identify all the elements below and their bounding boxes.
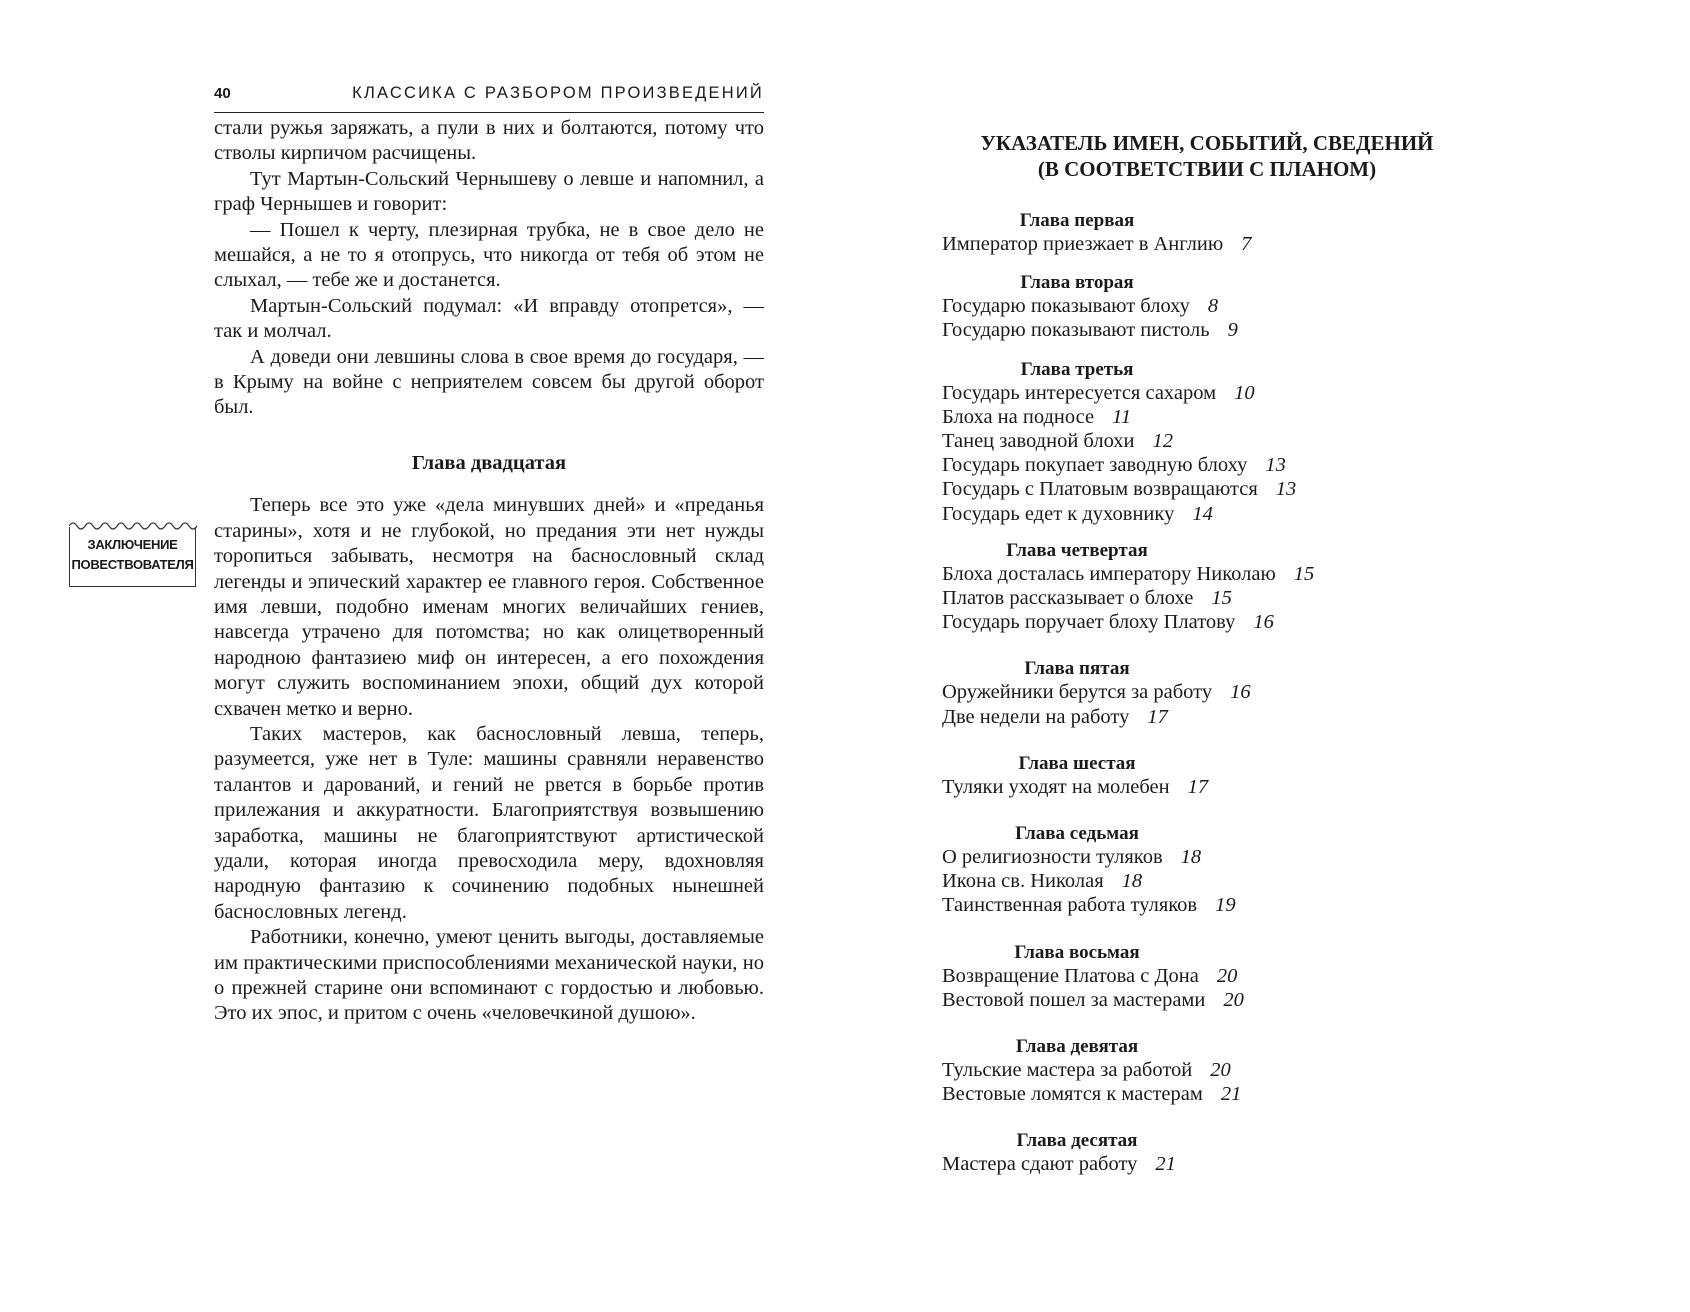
entry-page: 13 (1275, 478, 1297, 501)
margin-note-line2: ПОВЕСТВОВАТЕЛЯ (71, 557, 194, 572)
index-entry (942, 680, 1502, 704)
entry-text: Возвращение Платова с Дона (942, 964, 1199, 987)
index-chapter (942, 359, 1502, 526)
index-chapter (942, 658, 1502, 728)
index-entry (942, 477, 1502, 501)
entry-page: 11 (1112, 405, 1132, 428)
entry-page: 9 (1227, 319, 1238, 342)
index-entry (942, 232, 1502, 256)
index-entry (942, 318, 1502, 342)
index-entry (942, 294, 1502, 318)
index-title-line2: (В СООТВЕТСТВИИ С ПЛАНОМ) (1037, 157, 1377, 181)
entry-text: Туляки уходят на молебен (942, 775, 1170, 798)
index-chapter (942, 823, 1502, 918)
paragraph: Работники, конечно, умеют ценить выгоды, доставляемые им практическими приспособлениями механической науки, но о прежней старине они вспоминают с гордостью и любовью. Это их эпос, и притом с очень «человечкиной душою». (214, 926, 764, 1025)
right-page (942, 130, 1502, 1177)
chapter-heading: Глава десятая (1016, 1130, 1138, 1152)
index-chapter (942, 1036, 1502, 1106)
index-chapter (942, 1130, 1502, 1176)
chapter-heading: Глава четвертая (1006, 539, 1148, 561)
paragraph: Теперь все это уже «дела минувших дней» и «преданья старины», хотя и не глубокой, но предания эти нет нужды торопиться забывать, несмотря на баснословный склад легенды и эпический характер ее главного героя. Собственное имя левши, подобно именам многих величайших гениев, навсегда утрачено для потомства; но как олицетворенный народною фантазиею миф он интересен, а его похождения могут служить воспоминанием эпохи, общий дух которой схвачен метко и верно. (214, 494, 764, 720)
entry-page: 15 (1211, 587, 1232, 610)
chapter-heading: Глава восьмая (1014, 941, 1140, 963)
entry-page: 17 (1147, 705, 1168, 728)
left-page (214, 84, 764, 1027)
index-entry (942, 988, 1502, 1012)
index-entry (942, 610, 1502, 634)
index-entry (942, 453, 1502, 477)
entry-text: Танец заводной блохи (942, 430, 1135, 453)
index-title-line1: УКАЗАТЕЛЬ ИМЕН, СОБЫТИЙ, СВЕДЕНИЙ (980, 131, 1434, 155)
index-entry (942, 586, 1502, 610)
index-entry (942, 1082, 1502, 1106)
chapter-heading: Глава третья (1020, 358, 1134, 380)
entry-text: Блоха на подносе (942, 405, 1095, 428)
paragraph: Мартын-Сольский подумал: «И вправду отопрется», — так и молчал. (214, 294, 764, 343)
entry-page: 18 (1180, 846, 1202, 869)
margin-note-line1: ЗАКЛЮЧЕНИЕ (87, 537, 178, 552)
index-entry (942, 562, 1502, 586)
chapter-heading: Глава первая (1019, 210, 1135, 231)
index-entry (942, 775, 1502, 799)
page-number: 40 (214, 85, 231, 102)
entry-page: 12 (1152, 430, 1174, 453)
paragraph: А доведи они левшины слова в свое время до государя, — в Крыму на войне с неприятелем совсем бы другой оборот был. (214, 345, 764, 419)
index-entry (942, 893, 1502, 917)
index-entry (942, 381, 1502, 405)
chapter-title: Глава двадцатая (411, 451, 567, 474)
entry-page: 19 (1215, 894, 1236, 917)
entry-text: Тульские мастера за работой (942, 1059, 1193, 1082)
body-text (214, 116, 764, 1027)
entry-text: Вестовые ломятся к мастерам (942, 1083, 1203, 1106)
paragraph: Таких мастеров, как баснословный левша, теперь, разумеется, уже нет в Туле: машины сравняли неравенство талантов и дарований, и гений не рвется в борьбе против прилежания и аккуратности. Благоприятствуя возвышению заработка, машины не благоприятствуют артистической удали, которая иногда превосходила меру, вдохновляя народную фантазию к сочинению подобных нынешней баснословных легенд. (214, 722, 764, 923)
wavy-border-icon (69, 520, 198, 530)
entry-text: Государь с Платовым возвращаются (942, 478, 1258, 501)
entry-page: 21 (1155, 1153, 1176, 1176)
entry-page: 20 (1216, 964, 1238, 987)
chapter-heading: Глава девятая (1015, 1036, 1139, 1058)
running-title: КЛАССИКА С РАЗБОРОМ ПРОИЗВЕДЕНИЙ (352, 84, 764, 102)
paragraph: Тут Мартын-Сольский Чернышеву о левше и напомнил, а граф Чернышев и говорит: (214, 167, 764, 216)
margin-note (69, 527, 196, 587)
entry-text: Таинственная работа туляков (942, 894, 1198, 917)
index-entry (942, 705, 1502, 729)
paragraph: стали ружья заряжать, а пули в них и болтаются, потому что стволы кирпичом расчищены. (214, 117, 764, 165)
entry-page: 20 (1210, 1059, 1231, 1082)
entry-page: 15 (1293, 562, 1315, 585)
entry-text: Государь покупает заводную блоху (942, 454, 1248, 477)
entry-page: 13 (1265, 454, 1286, 477)
chapter-heading: Глава пятая (1024, 658, 1130, 680)
entry-page: 16 (1230, 681, 1251, 704)
index-chapter (942, 753, 1502, 799)
entry-text: Император приезжает в Англию (942, 233, 1224, 255)
entry-text: Государь поручает блоху Платову (942, 611, 1236, 634)
entry-page: 10 (1234, 381, 1255, 404)
entry-text: Блоха досталась императору Николаю (942, 562, 1276, 585)
entry-text: Вестовой пошел за мастерами (942, 988, 1206, 1011)
index-entry (942, 502, 1502, 526)
entry-text: Государь интересуется сахаром (942, 381, 1217, 404)
entry-text: Две недели на работу (942, 705, 1130, 728)
chapter-heading: Глава седьмая (1015, 823, 1139, 845)
entry-text: Икона св. Николая (942, 870, 1104, 893)
entry-text: О религиозности туляков (942, 846, 1163, 869)
entry-page: 7 (1241, 233, 1252, 255)
entry-text: Платов рассказывает о блохе (942, 587, 1194, 610)
entry-page: 8 (1207, 295, 1219, 318)
index-entry (942, 405, 1502, 429)
index-entry (942, 845, 1502, 869)
index-chapter (942, 942, 1502, 1012)
entry-page: 18 (1121, 870, 1143, 893)
index-chapter (942, 540, 1502, 635)
index-title (942, 130, 1472, 182)
entry-text: Оружейники берутся за работу (942, 681, 1213, 704)
entry-page: 17 (1187, 775, 1209, 798)
entry-page: 20 (1223, 988, 1244, 1011)
index-chapter (942, 210, 1502, 256)
entry-text: Государь едет к духовнику (942, 502, 1175, 525)
index-entry (942, 429, 1502, 453)
index-chapter (942, 272, 1502, 342)
entry-text: Государю показывают блоху (942, 295, 1190, 318)
index-entry (942, 1152, 1502, 1176)
entry-text: Мастера сдают работу (942, 1153, 1138, 1176)
index-entry (942, 869, 1502, 893)
index-entry (942, 1058, 1502, 1082)
entry-page: 16 (1253, 611, 1274, 634)
paragraph: — Пошел к черту, плезирная трубка, не в свое дело не мешайся, а не то я отопрусь, что никогда от тебя об этом не слыхал, — тебе же и достанется. (214, 218, 764, 292)
entry-text: Государю показывают пистоль (942, 319, 1210, 342)
running-head (214, 84, 764, 113)
index-entry (942, 964, 1502, 988)
entry-page: 21 (1220, 1083, 1242, 1106)
chapter-heading: Глава вторая (1020, 272, 1134, 294)
chapter-heading: Глава шестая (1018, 752, 1136, 774)
entry-page: 14 (1192, 502, 1213, 525)
